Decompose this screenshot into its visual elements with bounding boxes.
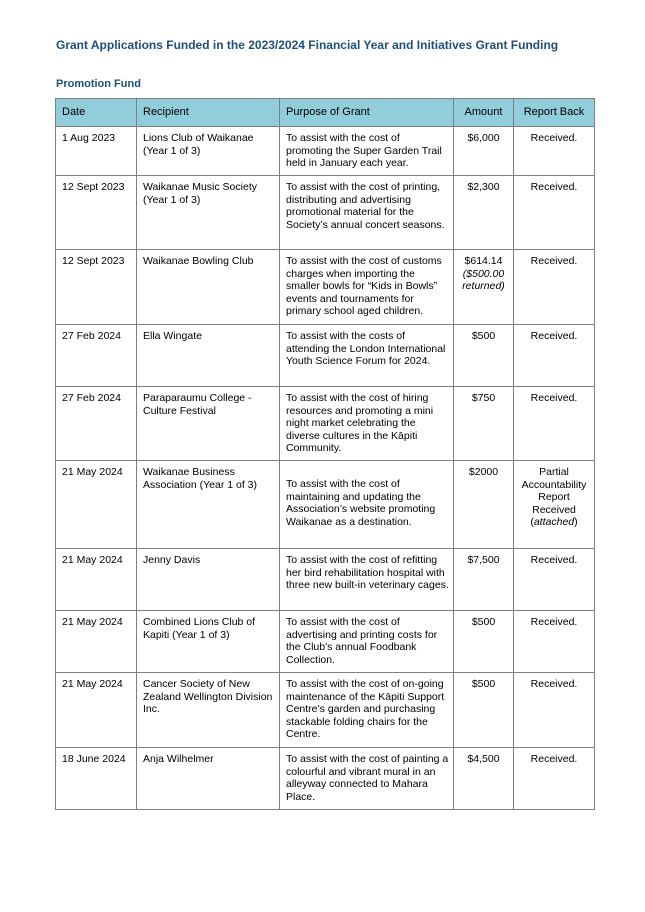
- grants-table: [55, 98, 595, 810]
- cell-recipient: Waikanae Music Society (Year 1 of 3): [137, 176, 280, 250]
- cell-recipient: Paraparaumu College - Culture Festival: [137, 387, 280, 461]
- report-note: (attached): [530, 516, 578, 528]
- cell-recipient: Waikanae Bowling Club: [137, 250, 280, 325]
- cell-amount: $2000: [454, 461, 514, 549]
- cell-purpose: To assist with the cost of advertising and printing costs for the Club's annual Foodbank Collection.: [280, 611, 454, 673]
- cell-purpose: To assist with the cost of customs charges when importing the smaller bowls for “Kids in Bowls” events and tournaments for primary school aged children.: [280, 250, 454, 325]
- cell-recipient: Anja Wilhelmer: [137, 748, 280, 810]
- section-title: Promotion Fund: [56, 78, 141, 90]
- cell-amount: $2,300: [454, 176, 514, 250]
- cell-report-back: Received.: [514, 611, 595, 673]
- cell-recipient: Jenny Davis: [137, 549, 280, 611]
- header-date: Date: [56, 99, 137, 127]
- report-status: Partial Accountability Report Received: [521, 466, 587, 516]
- cell-purpose: To assist with the cost of on-going maintenance of the Kāpiti Support Centre’s garden and purchasing stackable folding chairs for the Centre.: [280, 673, 454, 748]
- header-report-back: Report Back: [514, 99, 595, 127]
- cell-purpose: To assist with the cost of printing, distributing and advertising promotional material for the Society’s annual concert seasons.: [280, 176, 454, 250]
- table-row: [56, 127, 595, 176]
- cell-date: 21 May 2024: [56, 611, 137, 673]
- cell-amount: $7,500: [454, 549, 514, 611]
- cell-report-back: Received.: [514, 176, 595, 250]
- cell-date: 12 Sept 2023: [56, 250, 137, 325]
- table-row: [56, 176, 595, 250]
- header-recipient: Recipient: [137, 99, 280, 127]
- cell-purpose: [280, 461, 454, 549]
- cell-report-back: Received.: [514, 250, 595, 325]
- table-row: [56, 325, 595, 387]
- cell-amount: $6,000: [454, 127, 514, 176]
- cell-date: 21 May 2024: [56, 673, 137, 748]
- cell-report-back: Received.: [514, 325, 595, 387]
- document-title: Grant Applications Funded in the 2023/2024 Financial Year and Initiatives Grant Funding: [56, 38, 559, 52]
- cell-date: 27 Feb 2024: [56, 325, 137, 387]
- cell-date: 21 May 2024: [56, 461, 137, 549]
- cell-purpose: To assist with the cost of promoting the Super Garden Trail held in January each year.: [280, 127, 454, 176]
- table-header-row: [56, 99, 595, 127]
- cell-recipient: Combined Lions Club of Kapiti (Year 1 of 3): [137, 611, 280, 673]
- cell-recipient: Ella Wingate: [137, 325, 280, 387]
- amount-note: ($500.00 returned): [462, 267, 505, 292]
- cell-purpose: To assist with the cost of painting a colourful and vibrant mural in an alleyway connected to Mahara Place.: [280, 748, 454, 810]
- table-row: [56, 387, 595, 461]
- cell-date: 12 Sept 2023: [56, 176, 137, 250]
- cell-report-back: [514, 461, 595, 549]
- amount-value: $614.14: [464, 255, 503, 267]
- cell-purpose: To assist with the cost of hiring resources and promoting a mini night market celebrating the diverse cultures in the Kāpiti Community.: [280, 387, 454, 461]
- cell-report-back: Received.: [514, 549, 595, 611]
- cell-recipient: Lions Club of Waikanae (Year 1 of 3): [137, 127, 280, 176]
- cell-recipient: Cancer Society of New Zealand Wellington Division Inc.: [137, 673, 280, 748]
- table-row: [56, 611, 595, 673]
- cell-report-back: Received.: [514, 673, 595, 748]
- cell-date: 18 June 2024: [56, 748, 137, 810]
- cell-report-back: Received.: [514, 387, 595, 461]
- table-row: [56, 673, 595, 748]
- table-row: [56, 461, 595, 549]
- purpose-text: To assist with the cost of maintaining and updating the Association’s website promoting Waikanae as a destination.: [286, 478, 436, 528]
- table-row: [56, 549, 595, 611]
- cell-date: 27 Feb 2024: [56, 387, 137, 461]
- table-row: [56, 748, 595, 810]
- header-amount: Amount: [454, 99, 514, 127]
- cell-amount: [454, 250, 514, 325]
- header-purpose: Purpose of Grant: [280, 99, 454, 127]
- cell-purpose: To assist with the cost of refitting her bird rehabilitation hospital with three new built-in veterinary cages.: [280, 549, 454, 611]
- cell-recipient: Waikanae Business Association (Year 1 of 3): [137, 461, 280, 549]
- cell-date: 21 May 2024: [56, 549, 137, 611]
- cell-amount: $500: [454, 673, 514, 748]
- cell-purpose: To assist with the costs of attending the London International Youth Science Forum for 2024.: [280, 325, 454, 387]
- cell-date: 1 Aug 2023: [56, 127, 137, 176]
- cell-report-back: Received.: [514, 748, 595, 810]
- cell-report-back: Received.: [514, 127, 595, 176]
- cell-amount: $500: [454, 611, 514, 673]
- cell-amount: $750: [454, 387, 514, 461]
- cell-amount: $4,500: [454, 748, 514, 810]
- cell-amount: $500: [454, 325, 514, 387]
- table-row: [56, 250, 595, 325]
